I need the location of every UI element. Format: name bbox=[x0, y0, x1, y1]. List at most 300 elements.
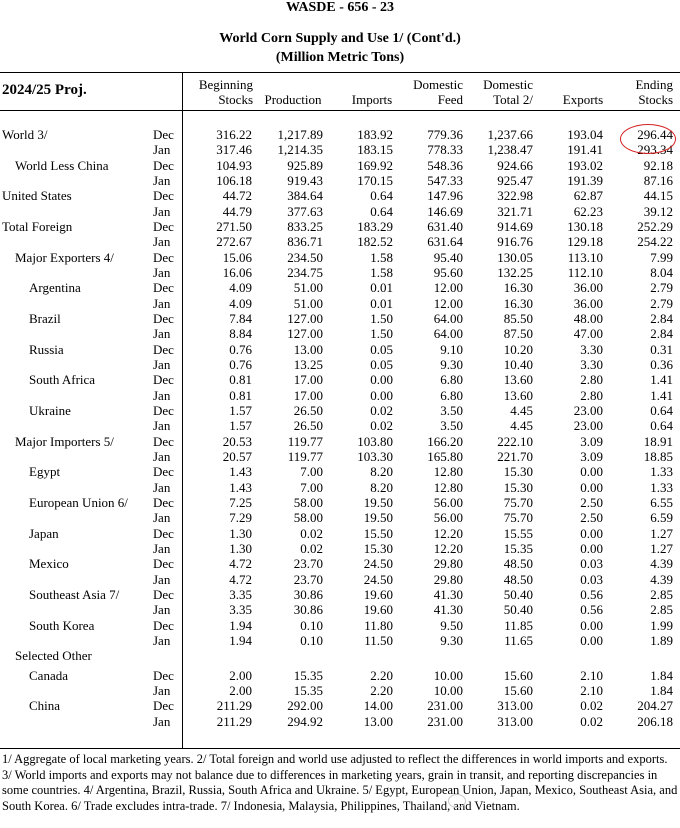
column-header-domestic-total: Domestic Total 2/ bbox=[483, 77, 533, 107]
cell-value: 9.50 bbox=[440, 618, 463, 633]
row-month: Jan bbox=[153, 173, 171, 188]
table-units: (Million Metric Tons) bbox=[275, 50, 405, 65]
cell-value: 1.84 bbox=[650, 683, 673, 698]
cell-value: 119.77 bbox=[287, 434, 323, 449]
cell-value: 0.64 bbox=[370, 204, 393, 219]
cell-value: 39.12 bbox=[643, 204, 673, 219]
cell-value: 916.76 bbox=[497, 234, 533, 249]
cell-value: 183.92 bbox=[357, 127, 393, 142]
cell-value: 7.00 bbox=[300, 464, 323, 479]
cell-value: 13.60 bbox=[503, 388, 533, 403]
cell-value: 7.99 bbox=[650, 250, 673, 265]
cell-value: 548.36 bbox=[427, 158, 463, 173]
table-row bbox=[0, 510, 680, 525]
cell-value: 193.02 bbox=[567, 158, 603, 173]
row-label: Egypt bbox=[29, 464, 61, 479]
cell-value: 3.09 bbox=[580, 434, 603, 449]
cell-value: 1.58 bbox=[370, 250, 393, 265]
cell-value: 36.00 bbox=[573, 280, 603, 295]
cell-value: 631.64 bbox=[427, 234, 463, 249]
cell-value: 2.10 bbox=[580, 668, 603, 683]
cell-value: 221.70 bbox=[497, 449, 533, 464]
cell-value: 24.50 bbox=[363, 556, 393, 571]
cell-value: 925.47 bbox=[497, 173, 533, 188]
cell-value: 51.00 bbox=[293, 296, 323, 311]
table-row bbox=[0, 326, 680, 341]
cell-value: 16.30 bbox=[503, 296, 533, 311]
cell-value: 30.86 bbox=[293, 602, 323, 617]
cell-value: 11.50 bbox=[364, 633, 393, 648]
table-row bbox=[0, 495, 680, 510]
cell-value: 1.30 bbox=[229, 526, 252, 541]
cell-value: 13.00 bbox=[293, 342, 323, 357]
cell-value: 64.00 bbox=[433, 311, 463, 326]
cell-value: 47.00 bbox=[573, 326, 603, 341]
cell-value: 19.60 bbox=[363, 587, 393, 602]
cell-value: 191.39 bbox=[567, 173, 603, 188]
cell-value: 51.00 bbox=[293, 280, 323, 295]
cell-value: 112.10 bbox=[567, 265, 603, 280]
cell-value: 75.70 bbox=[503, 510, 533, 525]
cell-value: 3.35 bbox=[229, 587, 252, 602]
row-label: Argentina bbox=[29, 280, 81, 295]
cell-value: 3.50 bbox=[440, 403, 463, 418]
column-header-production: Production bbox=[264, 92, 322, 107]
cell-value: 10.20 bbox=[503, 342, 533, 357]
cell-value: 62.23 bbox=[573, 204, 603, 219]
cell-value: 1.94 bbox=[229, 633, 252, 648]
cell-value: 384.64 bbox=[287, 188, 323, 203]
cell-value: 0.00 bbox=[580, 480, 603, 495]
cell-value: 41.30 bbox=[433, 602, 463, 617]
cell-value: 130.18 bbox=[567, 219, 603, 234]
cell-value: 26.50 bbox=[293, 418, 323, 433]
cell-value: 2.20 bbox=[370, 668, 393, 683]
row-month: Jan bbox=[153, 633, 171, 648]
cell-value: 2.00 bbox=[229, 683, 252, 698]
row-label: China bbox=[29, 698, 61, 713]
table-row bbox=[0, 464, 680, 479]
row-label: Total Foreign bbox=[2, 219, 73, 234]
cell-value: 4.39 bbox=[650, 572, 673, 587]
cell-value: 0.36 bbox=[650, 357, 673, 372]
cell-value: 12.00 bbox=[433, 296, 463, 311]
row-month: Jan bbox=[153, 480, 171, 495]
cell-value: 1.94 bbox=[229, 618, 252, 633]
cell-value: 15.50 bbox=[363, 526, 393, 541]
cell-value: 3.35 bbox=[229, 602, 252, 617]
cell-value: 19.50 bbox=[363, 495, 393, 510]
cell-value: 0.05 bbox=[370, 342, 393, 357]
cell-value: 3.30 bbox=[580, 342, 603, 357]
cell-value: 4.09 bbox=[229, 280, 252, 295]
cell-value: 924.66 bbox=[497, 158, 533, 173]
table-row bbox=[0, 541, 680, 556]
cell-value: 1.41 bbox=[650, 372, 673, 387]
cell-value: 17.00 bbox=[293, 388, 323, 403]
table-row bbox=[0, 403, 680, 418]
cell-value: 252.29 bbox=[637, 219, 673, 234]
row-month: Dec bbox=[153, 668, 174, 683]
row-label: South Korea bbox=[29, 618, 95, 633]
cell-value: 4.09 bbox=[229, 296, 252, 311]
highlight-circle bbox=[620, 124, 676, 154]
cell-value: 3.50 bbox=[440, 418, 463, 433]
cell-value: 48.50 bbox=[503, 572, 533, 587]
row-month: Dec bbox=[153, 311, 174, 326]
cell-value: 0.02 bbox=[300, 541, 323, 556]
cell-value: 317.46 bbox=[216, 142, 252, 157]
table-row bbox=[0, 587, 680, 602]
cell-value: 272.67 bbox=[216, 234, 252, 249]
cell-value: 9.30 bbox=[440, 357, 463, 372]
cell-value: 129.18 bbox=[567, 234, 603, 249]
cell-value: 316.22 bbox=[216, 127, 252, 142]
row-month: Dec bbox=[153, 127, 174, 142]
row-month: Dec bbox=[153, 280, 174, 295]
row-month: Dec bbox=[153, 250, 174, 265]
row-month: Dec bbox=[153, 372, 174, 387]
cell-value: 377.63 bbox=[287, 204, 323, 219]
cell-value: 206.18 bbox=[637, 714, 673, 729]
cell-value: 16.30 bbox=[503, 280, 533, 295]
cell-value: 62.87 bbox=[573, 188, 603, 203]
row-month: Dec bbox=[153, 526, 174, 541]
row-label: Mexico bbox=[29, 556, 69, 571]
table-row bbox=[0, 683, 680, 698]
row-label: Major Importers 5/ bbox=[15, 434, 114, 449]
cell-value: 48.50 bbox=[503, 556, 533, 571]
cell-value: 2.84 bbox=[650, 311, 673, 326]
cell-value: 10.00 bbox=[433, 683, 463, 698]
cell-value: 0.81 bbox=[229, 388, 252, 403]
row-label: World 3/ bbox=[2, 127, 48, 142]
cell-value: 8.04 bbox=[650, 265, 673, 280]
cell-value: 1.33 bbox=[650, 464, 673, 479]
cell-value: 9.30 bbox=[440, 633, 463, 648]
cell-value: 234.50 bbox=[287, 250, 323, 265]
cell-value: 104.93 bbox=[216, 158, 252, 173]
cell-value: 193.04 bbox=[567, 127, 603, 142]
table-row bbox=[0, 633, 680, 648]
cell-value: 4.39 bbox=[650, 556, 673, 571]
cell-value: 9.10 bbox=[440, 342, 463, 357]
cell-value: 169.92 bbox=[357, 158, 393, 173]
cell-value: 26.50 bbox=[293, 403, 323, 418]
row-month: Dec bbox=[153, 556, 174, 571]
row-month: Jan bbox=[153, 714, 171, 729]
cell-value: 19.60 bbox=[363, 602, 393, 617]
cell-value: 2.84 bbox=[650, 326, 673, 341]
cell-value: 20.53 bbox=[222, 434, 252, 449]
cell-value: 87.16 bbox=[643, 173, 673, 188]
cell-value: 2.10 bbox=[580, 683, 603, 698]
cell-value: 6.59 bbox=[650, 510, 673, 525]
table-row bbox=[0, 618, 680, 633]
cell-value: 50.40 bbox=[503, 602, 533, 617]
cell-value: 14.00 bbox=[363, 698, 393, 713]
cell-value: 4.72 bbox=[229, 556, 252, 571]
row-month: Jan bbox=[153, 265, 171, 280]
cell-value: 146.69 bbox=[427, 204, 463, 219]
cell-value: 119.77 bbox=[287, 449, 323, 464]
table-row bbox=[0, 265, 680, 280]
cell-value: 15.55 bbox=[503, 526, 533, 541]
table-row bbox=[0, 480, 680, 495]
cell-value: 15.35 bbox=[293, 683, 323, 698]
cell-value: 36.00 bbox=[573, 296, 603, 311]
cell-value: 87.50 bbox=[503, 326, 533, 341]
cell-value: 20.57 bbox=[222, 449, 252, 464]
cell-value: 293.34 bbox=[637, 142, 673, 157]
row-month: Dec bbox=[153, 434, 174, 449]
row-month: Jan bbox=[153, 683, 171, 698]
cell-value: 925.89 bbox=[287, 158, 323, 173]
cell-value: 1.57 bbox=[229, 403, 252, 418]
cell-value: 103.30 bbox=[357, 449, 393, 464]
row-month: Jan bbox=[153, 418, 171, 433]
cell-value: 85.50 bbox=[503, 311, 533, 326]
cell-value: 3.09 bbox=[580, 449, 603, 464]
row-label: World Less China bbox=[15, 158, 109, 173]
row-month: Dec bbox=[153, 158, 174, 173]
table-row bbox=[0, 714, 680, 729]
cell-value: 0.10 bbox=[300, 633, 323, 648]
cell-value: 23.00 bbox=[573, 403, 603, 418]
row-label: South Africa bbox=[29, 372, 96, 387]
cell-value: 95.40 bbox=[433, 250, 463, 265]
row-month: Jan bbox=[153, 510, 171, 525]
table-row bbox=[0, 434, 680, 449]
cell-value: 0.00 bbox=[580, 541, 603, 556]
cell-value: 4.72 bbox=[229, 572, 252, 587]
cell-value: 12.20 bbox=[433, 541, 463, 556]
cell-value: 0.02 bbox=[580, 698, 603, 713]
cell-value: 16.06 bbox=[222, 265, 252, 280]
cell-value: 1,217.89 bbox=[277, 127, 323, 142]
cell-value: 1.50 bbox=[370, 311, 393, 326]
cell-value: 12.00 bbox=[433, 280, 463, 295]
cell-value: 56.00 bbox=[433, 510, 463, 525]
cell-value: 271.50 bbox=[216, 219, 252, 234]
cell-value: 183.29 bbox=[357, 219, 393, 234]
cell-value: 2.20 bbox=[370, 683, 393, 698]
column-header-imports: Imports bbox=[351, 92, 393, 107]
row-month: Dec bbox=[153, 587, 174, 602]
cell-value: 0.00 bbox=[580, 526, 603, 541]
cell-value: 0.64 bbox=[370, 188, 393, 203]
cell-value: 7.25 bbox=[229, 495, 252, 510]
cell-value: 1,238.47 bbox=[487, 142, 533, 157]
row-label: Japan bbox=[29, 526, 59, 541]
cell-value: 58.00 bbox=[293, 495, 323, 510]
cell-value: 1.89 bbox=[650, 633, 673, 648]
cell-value: 64.00 bbox=[433, 326, 463, 341]
cell-value: 147.96 bbox=[427, 188, 463, 203]
cell-value: 13.60 bbox=[503, 372, 533, 387]
cell-value: 1,237.66 bbox=[487, 127, 533, 142]
row-label: Canada bbox=[29, 668, 68, 683]
cell-value: 2.80 bbox=[580, 372, 603, 387]
cell-value: 2.85 bbox=[650, 587, 673, 602]
cell-value: 1.27 bbox=[650, 526, 673, 541]
row-month: Dec bbox=[153, 188, 174, 203]
cell-value: 6.80 bbox=[440, 372, 463, 387]
table-row bbox=[0, 556, 680, 571]
cell-value: 4.45 bbox=[510, 418, 533, 433]
cell-value: 0.02 bbox=[580, 714, 603, 729]
cell-value: 313.00 bbox=[497, 714, 533, 729]
cell-value: 0.56 bbox=[580, 602, 603, 617]
row-month: Jan bbox=[153, 357, 171, 372]
column-header-beginning-stocks: Beginning Stocks bbox=[198, 77, 253, 107]
cell-value: 0.01 bbox=[370, 296, 393, 311]
cell-value: 130.05 bbox=[497, 250, 533, 265]
column-header-ending-stocks: Ending Stocks bbox=[635, 77, 673, 107]
table-row bbox=[0, 372, 680, 387]
table-row bbox=[0, 526, 680, 541]
table-row bbox=[0, 296, 680, 311]
cell-value: 296.44 bbox=[637, 127, 673, 142]
cell-value: 15.30 bbox=[503, 480, 533, 495]
cell-value: 0.76 bbox=[229, 342, 252, 357]
table-row bbox=[0, 602, 680, 617]
cell-value: 836.71 bbox=[287, 234, 323, 249]
cell-value: 191.41 bbox=[567, 142, 603, 157]
column-header-domestic-feed: Domestic Feed bbox=[413, 77, 463, 107]
cell-value: 10.40 bbox=[503, 357, 533, 372]
cell-value: 254.22 bbox=[637, 234, 673, 249]
cell-value: 0.10 bbox=[300, 618, 323, 633]
cell-value: 6.55 bbox=[650, 495, 673, 510]
cell-value: 113.10 bbox=[567, 250, 603, 265]
cell-value: 914.69 bbox=[497, 219, 533, 234]
cell-value: 919.43 bbox=[287, 173, 323, 188]
cell-value: 23.70 bbox=[293, 572, 323, 587]
table-bottom-rule bbox=[0, 748, 680, 749]
cell-value: 183.15 bbox=[357, 142, 393, 157]
cell-value: 1.50 bbox=[370, 326, 393, 341]
cell-value: 2.85 bbox=[650, 602, 673, 617]
cell-value: 92.18 bbox=[643, 158, 673, 173]
row-month: Jan bbox=[153, 234, 171, 249]
cell-value: 2.79 bbox=[650, 280, 673, 295]
cell-value: 7.84 bbox=[229, 311, 252, 326]
cell-value: 182.52 bbox=[357, 234, 393, 249]
cell-value: 23.00 bbox=[573, 418, 603, 433]
cell-value: 75.70 bbox=[503, 495, 533, 510]
cell-value: 50.40 bbox=[503, 587, 533, 602]
cell-value: 2.80 bbox=[580, 388, 603, 403]
cell-value: 1.99 bbox=[650, 618, 673, 633]
cell-value: 3.30 bbox=[580, 357, 603, 372]
cell-value: 7.00 bbox=[300, 480, 323, 495]
cell-value: 294.92 bbox=[287, 714, 323, 729]
cell-value: 211.29 bbox=[216, 714, 252, 729]
cell-value: 95.60 bbox=[433, 265, 463, 280]
cell-value: 2.50 bbox=[580, 495, 603, 510]
cell-value: 12.80 bbox=[433, 464, 463, 479]
cell-value: 204.27 bbox=[637, 698, 673, 713]
cell-value: 2.00 bbox=[229, 668, 252, 683]
cell-value: 103.80 bbox=[357, 434, 393, 449]
table-row bbox=[0, 449, 680, 464]
row-label: Southeast Asia 7/ bbox=[29, 587, 120, 602]
cell-value: 30.86 bbox=[293, 587, 323, 602]
cell-value: 11.80 bbox=[364, 618, 393, 633]
table-row bbox=[0, 280, 680, 295]
row-label: European Union 6/ bbox=[29, 495, 128, 510]
cell-value: 0.05 bbox=[370, 357, 393, 372]
cell-value: 13.25 bbox=[293, 357, 323, 372]
row-month: Jan bbox=[153, 541, 171, 556]
cell-value: 44.79 bbox=[222, 204, 252, 219]
row-month: Dec bbox=[153, 403, 174, 418]
cell-value: 0.02 bbox=[370, 418, 393, 433]
row-month: Dec bbox=[153, 698, 174, 713]
cell-value: 0.00 bbox=[370, 372, 393, 387]
cell-value: 166.20 bbox=[427, 434, 463, 449]
cell-value: 0.00 bbox=[580, 618, 603, 633]
cell-value: 631.40 bbox=[427, 219, 463, 234]
cell-value: 231.00 bbox=[427, 714, 463, 729]
table-row bbox=[0, 142, 680, 157]
cell-value: 0.64 bbox=[650, 418, 673, 433]
cell-value: 0.03 bbox=[580, 556, 603, 571]
cell-value: 170.15 bbox=[357, 173, 393, 188]
header-bottom-rule bbox=[0, 110, 680, 111]
cell-value: 15.35 bbox=[503, 541, 533, 556]
row-month: Dec bbox=[153, 342, 174, 357]
cell-value: 0.00 bbox=[370, 388, 393, 403]
cell-value: 29.80 bbox=[433, 572, 463, 587]
cell-value: 12.80 bbox=[433, 480, 463, 495]
cell-value: 24.50 bbox=[363, 572, 393, 587]
cell-value: 1.43 bbox=[229, 464, 252, 479]
cell-value: 2.79 bbox=[650, 296, 673, 311]
cell-value: 23.70 bbox=[293, 556, 323, 571]
table-row bbox=[0, 388, 680, 403]
row-label: Ukraine bbox=[29, 403, 71, 418]
cell-value: 15.06 bbox=[222, 250, 252, 265]
cell-value: 0.64 bbox=[650, 403, 673, 418]
cell-value: 12.20 bbox=[433, 526, 463, 541]
cell-value: 321.71 bbox=[497, 204, 533, 219]
report-id: WASDE - 656 - 23 bbox=[285, 0, 395, 15]
footnotes: 1/ Aggregate of local marketing years. 2/ Total foreign and world use adjusted to reflect the differences in world imports and exports. 3/ World imports and exports may not balance due to differences in marketing years, grain in transit, and reporting discrepancies in some countries. 4/ Argentina, Brazil, Russia, South Africa and Ukraine. 5/ Egypt, European Union, Japan, Mexico, Southeast Asia, and South Korea. 6/ Trade excludes intra-trade. 7/ Indonesia, Malaysia, Philippines, Thailand, and Vietnam. bbox=[2, 752, 678, 813]
cell-value: 0.81 bbox=[229, 372, 252, 387]
table-row bbox=[0, 158, 680, 173]
cell-value: 165.80 bbox=[427, 449, 463, 464]
cell-value: 0.02 bbox=[300, 526, 323, 541]
cell-value: 44.72 bbox=[222, 188, 252, 203]
watermark bbox=[448, 790, 666, 812]
cell-value: 19.50 bbox=[363, 510, 393, 525]
period-label: 2024/25 Proj. bbox=[2, 82, 87, 98]
cell-value: 15.60 bbox=[503, 683, 533, 698]
row-month: Jan bbox=[153, 572, 171, 587]
cell-value: 11.65 bbox=[504, 633, 533, 648]
cell-value: 1.43 bbox=[229, 480, 252, 495]
cell-value: 779.36 bbox=[427, 127, 463, 142]
row-month: Dec bbox=[153, 495, 174, 510]
cell-value: 29.80 bbox=[433, 556, 463, 571]
table-row bbox=[0, 698, 680, 713]
table-row bbox=[0, 311, 680, 326]
row-month: Dec bbox=[153, 618, 174, 633]
cell-value: 833.25 bbox=[287, 219, 323, 234]
cell-value: 0.00 bbox=[580, 633, 603, 648]
